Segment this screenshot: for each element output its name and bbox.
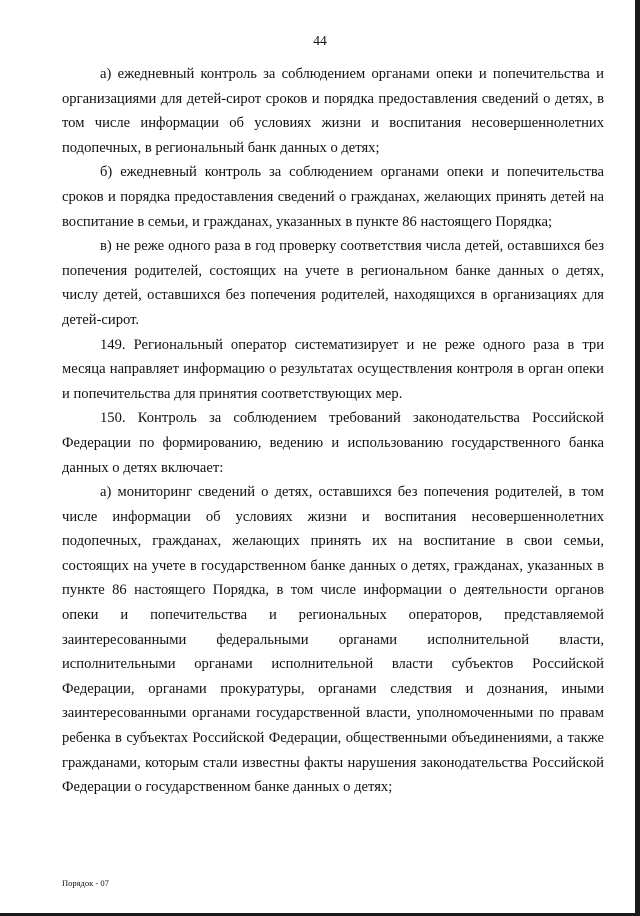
page-number: 44 — [313, 33, 327, 48]
footer-label: Порядок - 07 — [62, 878, 109, 888]
paragraph-b-daily-control-citizens: б) ежедневный контроль за соблюдением органами опеки и попечительства сроков и порядка предоставления сведений о гражданах, желающих принять детей на воспитание в семьи, и гражданах, указанных в пункте 86 настоящего Порядка; — [62, 164, 604, 230]
document-body — [62, 62, 604, 800]
paragraph-v-yearly-check: в) не реже одного раза в год проверку соответствия числа детей, оставшихся без попечения родителей, состоящих на учете в региональном банке данных о детях, числу детей, оставшихся без попечения родителей, находящихся в организациях для детей-сирот. — [62, 238, 604, 328]
scan-page-edge-right — [635, 0, 640, 916]
paragraph-150: 150. Контроль за соблюдением требований законодательства Российской Федерации по формированию, ведению и использованию государственного банка данных о детях включает: — [62, 410, 604, 476]
paragraph-149: 149. Региональный оператор систематизирует и не реже одного раза в три месяца направляет информацию о результатах осуществления контроля в орган опеки и попечительства для принятия соответствующих мер. — [62, 336, 604, 402]
paragraph-a-daily-control-orgs: а) ежедневный контроль за соблюдением органами опеки и попечительства и организациями для детей-сирот сроков и порядка предоставления сведений о детях, в том числе информации об условиях жизни и воспитания несовершеннолетних подопечных, в региональный банк данных о детях; — [62, 66, 604, 156]
paragraph-150-a-monitoring: а) мониторинг сведений о детях, оставшихся без попечения родителей, в том числе информации об условиях жизни и воспитания несовершеннолетних подопечных, гражданах, желающих принять их на воспитание в свои семьи, состоящих на учете в государственном банке данных о детях, гражданах, указанных в пункте 86 настоящего Порядка, в том числе информации о деятельности органов опеки и попечительства и региональных операторов, представляемой заинтересованными федеральными органами исполнительной власти, исполнительными органами исполнительной власти субъектов Российской Федерации, органами прокуратуры, органами следствия и дознания, иными заинтересованными органами государственной власти, уполномоченными по правам ребенка в субъектах Российской Федерации, общественными объединениями, а также гражданами, которым стали известны факты нарушения законодательства Российской Федерации о государственном банке данных о детях; — [62, 484, 604, 796]
